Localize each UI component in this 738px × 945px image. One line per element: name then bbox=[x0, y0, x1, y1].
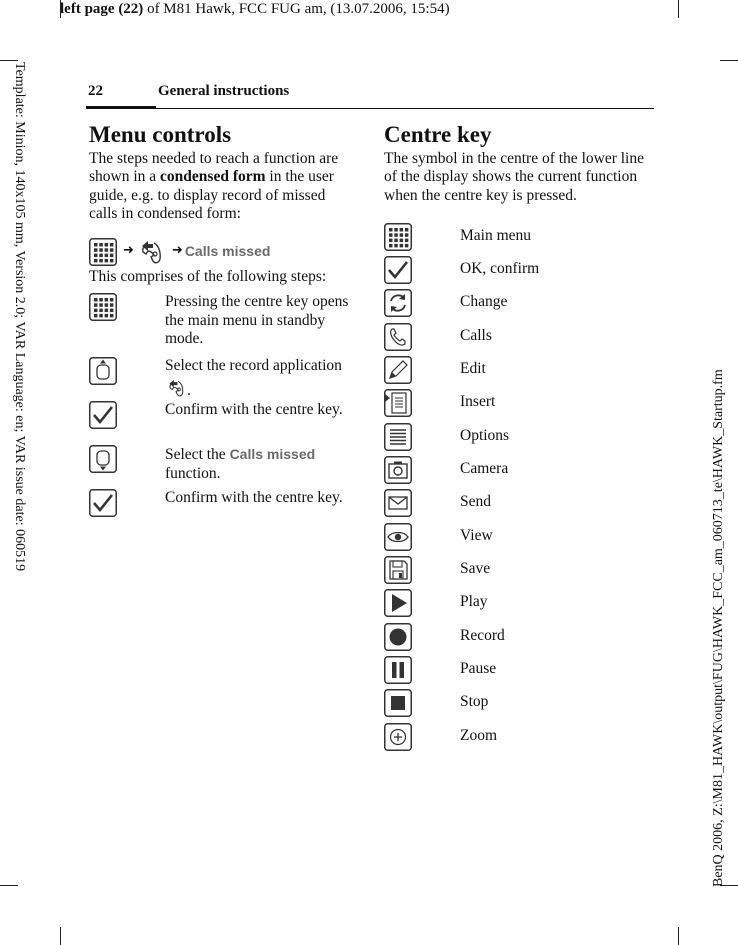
change-icon bbox=[384, 289, 412, 317]
step-text: Select the record application . bbox=[165, 357, 342, 399]
send-icon bbox=[384, 489, 412, 517]
menu-controls-title: Menu controls bbox=[89, 122, 232, 147]
centre-key-title: Centre key bbox=[384, 122, 492, 147]
menu-grid-icon bbox=[89, 238, 117, 266]
centre-key-section bbox=[384, 122, 654, 744]
centre-key-item bbox=[384, 723, 654, 753]
centre-key-intro: The symbol in the centre of the lower line of the display shows the current function when the centre key is pressed. bbox=[384, 149, 644, 204]
insert-icon bbox=[384, 389, 412, 417]
centre-key-label: Camera bbox=[460, 460, 509, 477]
centre-key-label: Zoom bbox=[460, 727, 498, 744]
centre-key-item bbox=[384, 456, 654, 486]
path-arrow: ➜ bbox=[171, 243, 183, 259]
crop-mark bbox=[678, 0, 679, 18]
record-icon bbox=[384, 623, 412, 651]
centre-key-label: Options bbox=[460, 427, 510, 444]
calls-application-icon bbox=[136, 237, 166, 267]
checkmark-icon bbox=[384, 256, 412, 284]
menu-grid-icon bbox=[384, 223, 412, 251]
centre-key-item bbox=[384, 323, 654, 353]
centre-key-label: Play bbox=[460, 593, 488, 610]
file-path-margin-note: BenQ 2006, Z:\M81_HAWK\output\FUG\HAWK_FCC_am_060713_te\HAWK_Startup.fm bbox=[711, 369, 726, 887]
save-icon bbox=[384, 556, 412, 584]
step-text: Confirm with the centre key. bbox=[165, 401, 343, 418]
menu-grid-icon bbox=[89, 293, 117, 321]
step-text: Pressing the centre key opens the main menu in standby mode. bbox=[165, 293, 349, 347]
centre-key-label: Edit bbox=[460, 360, 486, 377]
edit-icon bbox=[384, 356, 412, 384]
header-rule bbox=[86, 106, 156, 109]
steps-intro: This comprises of the following steps: bbox=[89, 267, 327, 285]
centre-key-label: Insert bbox=[460, 393, 496, 410]
centre-key-item bbox=[384, 523, 654, 553]
path-arrow: ➜ bbox=[123, 243, 134, 259]
play-icon bbox=[384, 589, 412, 617]
centre-key-item bbox=[384, 389, 654, 419]
menu-controls-section bbox=[89, 122, 357, 506]
crop-mark bbox=[0, 885, 18, 886]
checkmark-icon bbox=[89, 401, 117, 429]
header-rule bbox=[156, 108, 654, 109]
pause-icon bbox=[384, 656, 412, 684]
calls-icon bbox=[384, 323, 412, 351]
centre-key-item bbox=[384, 656, 654, 686]
calls-missed-label: Calls missed bbox=[184, 243, 271, 260]
crop-mark bbox=[720, 60, 738, 61]
centre-key-item bbox=[384, 489, 654, 519]
menu-controls-intro: The steps needed to reach a function are shown in a condensed form in the user guide, e.g. to display record of missed calls in condensed form: bbox=[89, 149, 339, 222]
page-number: 22 bbox=[88, 83, 103, 99]
centre-key-label: Stop bbox=[460, 693, 489, 710]
step-text: Select the Calls missed function. bbox=[165, 446, 316, 482]
centre-key-item bbox=[384, 356, 654, 386]
condensed-path bbox=[89, 236, 357, 268]
centre-key-item bbox=[384, 223, 654, 253]
centre-key-item bbox=[384, 689, 654, 719]
step-text: Confirm with the centre key. bbox=[165, 489, 343, 506]
print-header-info: of M81 Hawk, FCC FUG am, (13.07.2006, 15:54) bbox=[143, 1, 450, 17]
centre-key-label: Main menu bbox=[460, 227, 532, 244]
calls-application-icon bbox=[165, 376, 187, 400]
centre-key-label: Record bbox=[460, 627, 505, 644]
centre-key-label: Save bbox=[460, 560, 491, 577]
view-icon bbox=[384, 523, 412, 551]
centre-key-label: Pause bbox=[460, 660, 497, 677]
stop-icon bbox=[384, 689, 412, 717]
options-icon bbox=[384, 423, 412, 451]
centre-key-item bbox=[384, 589, 654, 619]
centre-key-label: OK, confirm bbox=[460, 260, 540, 277]
crop-mark bbox=[678, 927, 679, 945]
centre-key-label: View bbox=[460, 527, 493, 544]
centre-key-item bbox=[384, 289, 654, 319]
centre-key-item bbox=[384, 556, 654, 586]
centre-key-label: Change bbox=[460, 293, 508, 310]
navigate-up-icon bbox=[89, 357, 117, 385]
centre-key-item bbox=[384, 623, 654, 653]
crop-mark bbox=[60, 927, 61, 945]
checkmark-icon bbox=[89, 489, 117, 517]
print-header bbox=[60, 1, 450, 18]
centre-key-item bbox=[384, 423, 654, 453]
zoom-icon bbox=[384, 723, 412, 751]
centre-key-label: Send bbox=[460, 493, 491, 510]
crop-mark bbox=[0, 60, 18, 61]
camera-icon bbox=[384, 456, 412, 484]
template-margin-note: Template: Minion, 140x105 mm, Version 2.0; VAR Language: en; VAR issue date: 060519 bbox=[12, 62, 27, 572]
centre-key-item bbox=[384, 256, 654, 286]
navigate-down-icon bbox=[89, 445, 117, 473]
print-header-page: left page (22) bbox=[60, 1, 144, 17]
section-title: General instructions bbox=[158, 83, 290, 99]
centre-key-label: Calls bbox=[460, 327, 492, 344]
